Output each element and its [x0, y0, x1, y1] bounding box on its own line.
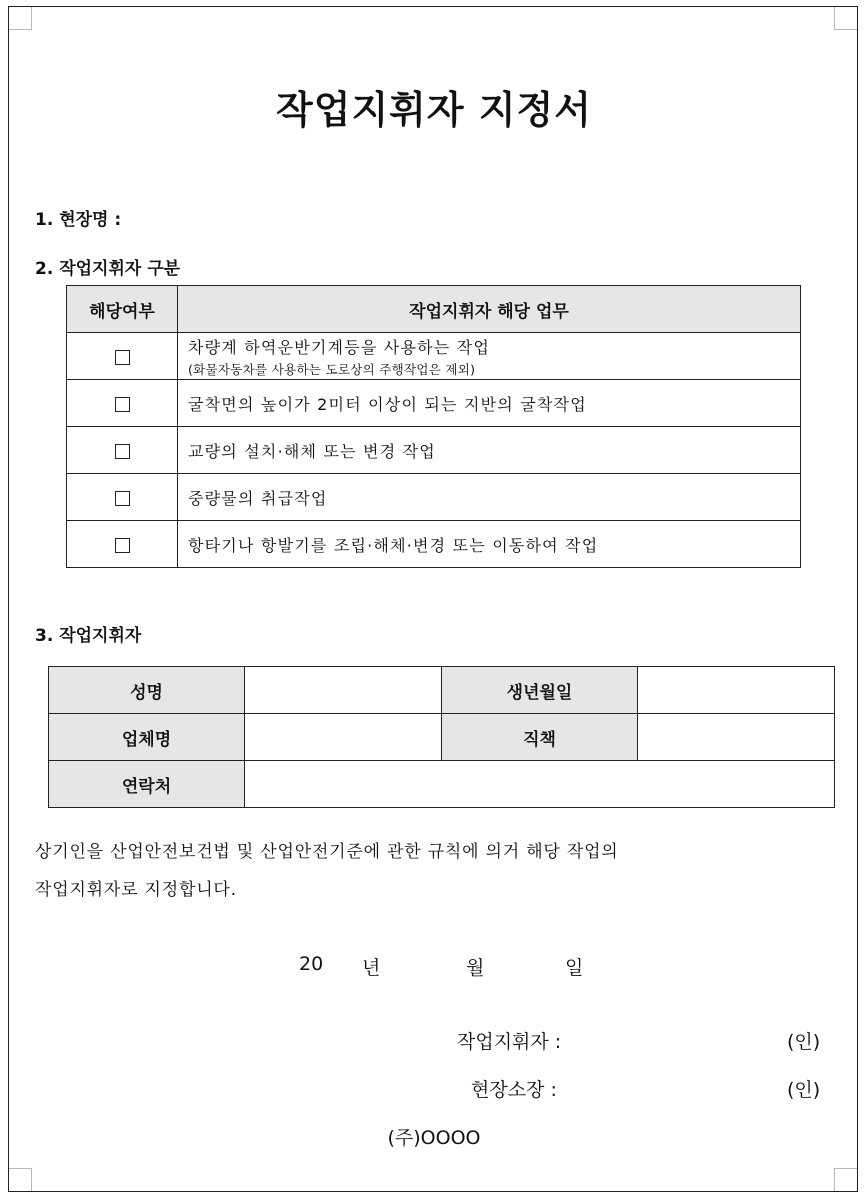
position-field[interactable]	[638, 714, 835, 761]
statement-line-1: 상기인을 산업안전보건법 및 산업안전기준에 관한 규칙에 의거 해당 작업의	[35, 842, 619, 862]
table-row	[67, 474, 801, 521]
duty-table	[66, 285, 801, 568]
company-name: (주)OOOO	[387, 1127, 481, 1149]
duty-text: 중량물의 취급작업	[178, 474, 801, 521]
duty-header: 작업지휘자 해당 업무	[178, 286, 801, 333]
duty-text: 항타기나 항발기를 조립·해체·변경 또는 이동하여 작업	[178, 521, 801, 568]
name-field[interactable]	[245, 667, 442, 714]
checkbox[interactable]	[115, 538, 130, 553]
site-manager-signature-label: 현장소장 :	[471, 1079, 557, 1101]
table-row	[49, 761, 835, 808]
table-row	[49, 714, 835, 761]
document-title: 작업지휘자 지정서	[276, 88, 592, 132]
table-row	[67, 427, 801, 474]
checkbox[interactable]	[115, 491, 130, 506]
applicable-header: 해당여부	[67, 286, 178, 333]
checkbox[interactable]	[115, 397, 130, 412]
section-supervisor-type: 2. 작업지휘자 구분	[35, 259, 181, 279]
contact-label: 연락처	[49, 761, 245, 808]
checkbox-cell[interactable]	[67, 521, 178, 568]
duty-table-header	[67, 286, 801, 333]
supervisor-seal: (인)	[787, 1031, 821, 1053]
duty-text: 교량의 설치·해체 또는 변경 작업	[178, 427, 801, 474]
company-field[interactable]	[245, 714, 442, 761]
duty-text: 굴착면의 높이가 2미터 이상이 되는 지반의 굴착작업	[178, 380, 801, 427]
crop-mark-bottom-right	[834, 1168, 857, 1191]
table-row	[67, 380, 801, 427]
name-label: 성명	[49, 667, 245, 714]
date-year: 20	[299, 953, 324, 975]
contact-field[interactable]	[245, 761, 835, 808]
statement-paragraph	[35, 833, 835, 909]
date-year-unit: 년	[362, 957, 381, 979]
date-day-unit: 일	[565, 957, 584, 979]
site-manager-seal: (인)	[787, 1079, 821, 1101]
section-site-name: 1. 현장명 :	[35, 210, 122, 230]
company-label: 업체명	[49, 714, 245, 761]
supervisor-info-table	[48, 666, 835, 808]
crop-mark-top-left	[9, 7, 32, 30]
duty-note: (화물자동차를 사용하는 도로상의 주행작업은 제외)	[188, 361, 476, 377]
birthdate-label: 생년월일	[442, 667, 638, 714]
checkbox-cell[interactable]	[67, 474, 178, 521]
checkbox-cell[interactable]	[67, 427, 178, 474]
checkbox-cell[interactable]	[67, 333, 178, 380]
duty-text: 차량계 하역운반기계등을 사용하는 작업	[188, 337, 491, 357]
checkbox[interactable]	[115, 444, 130, 459]
duty-cell	[178, 333, 801, 380]
section-supervisor: 3. 작업지휘자	[35, 626, 142, 646]
checkbox[interactable]	[115, 350, 130, 365]
supervisor-signature-label: 작업지휘자 :	[457, 1031, 562, 1053]
position-label: 직책	[442, 714, 638, 761]
table-row	[67, 333, 801, 380]
birthdate-field[interactable]	[638, 667, 835, 714]
document-page	[8, 6, 858, 1192]
checkbox-cell[interactable]	[67, 380, 178, 427]
crop-mark-top-right	[834, 7, 857, 30]
date-month-unit: 월	[466, 957, 485, 979]
statement-line-2: 작업지휘자로 지정합니다.	[35, 880, 237, 900]
crop-mark-bottom-left	[9, 1168, 32, 1191]
table-row	[67, 521, 801, 568]
table-row	[49, 667, 835, 714]
